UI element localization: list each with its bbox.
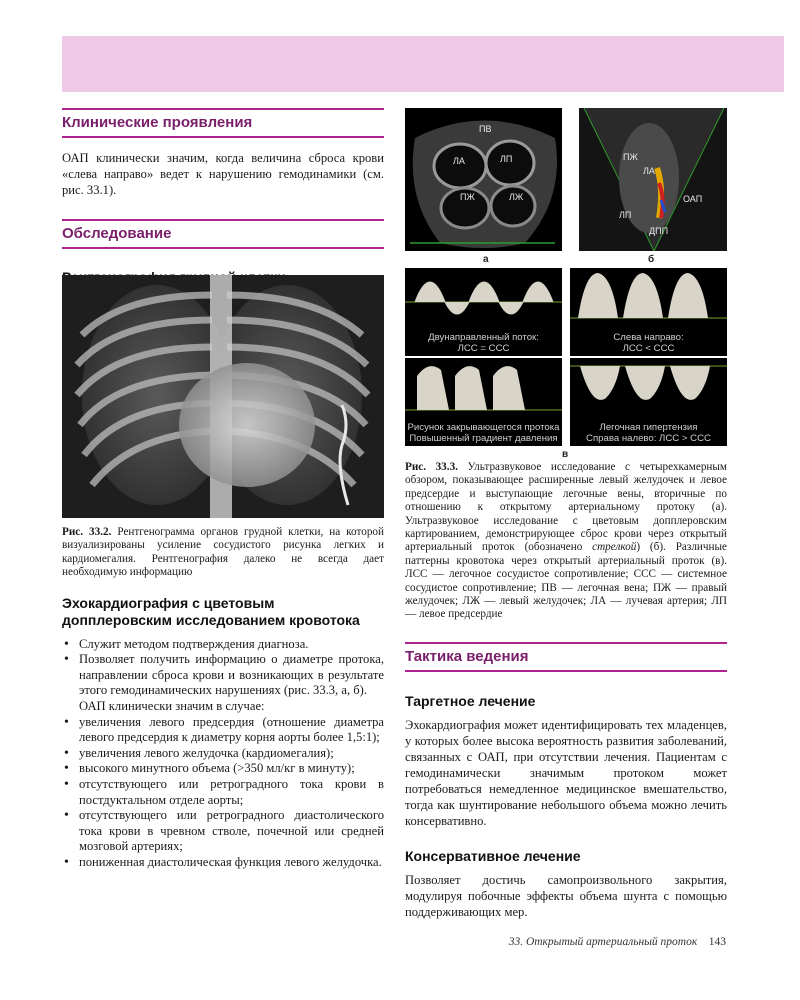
xray-caption-text: Рентгенограмма органов грудной клетки, на которой визуализированы усиление сосудистого рисунка легких и кардиомегалия. Рентгенография далеко не всегда дает необходимую информацию: [62, 526, 384, 579]
label-lp-b: ЛП: [619, 210, 632, 220]
wave-drawing-3: [405, 358, 562, 418]
wave-3-text: [405, 422, 562, 444]
xray-caption-block: [62, 526, 384, 871]
label-la: ЛА: [453, 156, 465, 166]
echo-intro: ОАП клинически значим в случае:: [79, 699, 265, 713]
wave-2-text: [570, 332, 727, 354]
caption-italic: стрелкой: [592, 541, 637, 554]
wave-2-line2: ЛСС < ССС: [622, 343, 675, 354]
label-pzh: ПЖ: [460, 192, 475, 202]
label-pzh-b: ПЖ: [623, 152, 638, 162]
panel-letter-c: в: [562, 449, 569, 460]
waveform-closing-duct: [405, 358, 562, 446]
left-column: [62, 108, 384, 285]
wave-3-line1: Рисунок закрывающегося протока: [407, 422, 560, 433]
wave-4-line2: Справа налево: ЛСС > ССС: [586, 433, 711, 444]
list-item: • высокого минутного объема (>350 мл/кг в минуту);: [62, 761, 384, 777]
section-title-exam: Обследование: [62, 225, 172, 242]
list-item: • увеличения левого желудочка (кардиомегалия);: [62, 746, 384, 762]
waveform-bidirectional: [405, 268, 562, 356]
section-management-header: [405, 642, 727, 672]
conservative-subheading: Консервативное лечение: [405, 848, 581, 864]
label-pv: ПВ: [479, 124, 492, 134]
label-oap: ОАП: [683, 194, 703, 204]
targeted-paragraph: Эхокардиография может идентифицировать тех младенцев, у которых более высока вероятность развития заболеваний, связанных с ОАП, при отсутствии лечения. Пациентам с гемодинамически значимым протоком может потребоваться немедленное медицинское вмешательство, тогда как шунтирование небольшого объема можно лечить консервативно.: [405, 718, 727, 828]
footer-chapter: 33. Открытый артериальный проток: [508, 936, 698, 948]
wave-1-line1: Двунаправленный поток:: [428, 332, 539, 343]
section-title-clinical: Клинические проявления: [62, 114, 253, 131]
xray-drawing: [62, 275, 384, 518]
wave-drawing-1: [405, 268, 562, 328]
xray-caption: [62, 526, 384, 580]
conservative-paragraph: Позволяет достичь самопроизвольного закрытия, модулируя побочные эффекты объема шунта с помощью поддерживающих мер.: [405, 873, 727, 919]
wave-drawing-4: [570, 358, 727, 418]
list-item: • увеличения левого предсердия (отношение диаметра левого предсердия к диаметру корня аорты более 1,5:1);: [62, 715, 384, 746]
page-footer: [509, 936, 726, 948]
list-item: • отсутствующего или ретроградного диастолического тока крови в чревном стволе, почечной или средней мозговой артериях;: [62, 808, 384, 855]
header-banner: [62, 36, 784, 92]
wave-4-line1: Легочная гипертензия: [599, 422, 698, 433]
section-exam-header: [62, 219, 384, 249]
figure-33-3-caption-block: [405, 461, 727, 622]
wave-drawing-2: [570, 268, 727, 328]
panel-letter-b: б: [648, 254, 655, 265]
echo-bullet-list: [62, 637, 384, 871]
wave-1-line2: ЛСС = ССС: [457, 343, 510, 354]
caption-part1: Ультразвуковое исследование с четырехкамерным обзором, показывающее расширенные левый желудочек и левое предсердие и выступающие легочные вены, вторичные по отношению к открытому артериальному протоку (а). Ультразвуковое исследование с цветовым допплеровским картированием, демонстрирующее сброс крови через открытый артериальный проток (обозначено: [405, 461, 727, 554]
waveform-left-to-right: [570, 268, 727, 356]
management-block: [405, 642, 727, 920]
echo-subheading: Эхокардиография с цветовым допплеровским исследованием кровотока: [62, 594, 360, 628]
panel-letter-a: а: [483, 254, 489, 265]
list-item: • Позволяет получить информацию о диаметре протока, направлении сброса крови и возникающих в результате этого гемодинамических нарушениях (рис. 33.3, а, б).: [62, 652, 384, 699]
targeted-subheading: Таргетное лечение: [405, 693, 536, 709]
figure-33-3-caption: [405, 461, 727, 622]
wave-2-line1: Слева направо:: [613, 332, 684, 343]
section-title-management: Тактика ведения: [405, 648, 529, 665]
page-number: 143: [708, 936, 726, 948]
figure-33-3-caption-label: Рис. 33.3.: [405, 461, 458, 473]
xray-image: [62, 275, 384, 518]
section-clinical-header: [62, 108, 384, 138]
list-item: • отсутствующего или ретроградного тока крови в постдуктальном отделе аорты;: [62, 777, 384, 808]
ultrasound-panel-b: [579, 108, 727, 251]
wave-4-text: [570, 422, 727, 444]
list-item: • пониженная диастолическая функция левого желудочка.: [62, 855, 384, 871]
ultrasound-panel-a: [405, 108, 562, 251]
xray-caption-label: Рис. 33.2.: [62, 526, 112, 538]
label-lp: ЛП: [500, 154, 513, 164]
caption-part2: ) (б). Различные паттерны кровотока через открытый артериальный проток (в). ЛСС — легочное сосудистое сопротивление; ССС — системное сосудистое сопротивление; ПВ — легочная вена; ПЖ — правый желудочек; ЛЖ — левый желудочек; ЛА — лучевая артерия; ЛП — левое предсердие: [405, 541, 727, 621]
label-dpp: ДПП: [649, 226, 669, 236]
wave-3-line2: Повышенный градиент давления: [409, 433, 558, 444]
label-la-b: ЛА: [643, 166, 655, 176]
clinical-paragraph: ОАП клинически значим, когда величина сброса крови «слева направо» ведет к нарушению гемодинамики (см. рис. 33.1).: [62, 151, 384, 197]
wave-1-text: [405, 332, 562, 354]
list-item: • Служит методом подтверждения диагноза.: [62, 637, 384, 653]
waveform-pulmonary-hypertension: [570, 358, 727, 446]
label-lzh: ЛЖ: [509, 192, 524, 202]
